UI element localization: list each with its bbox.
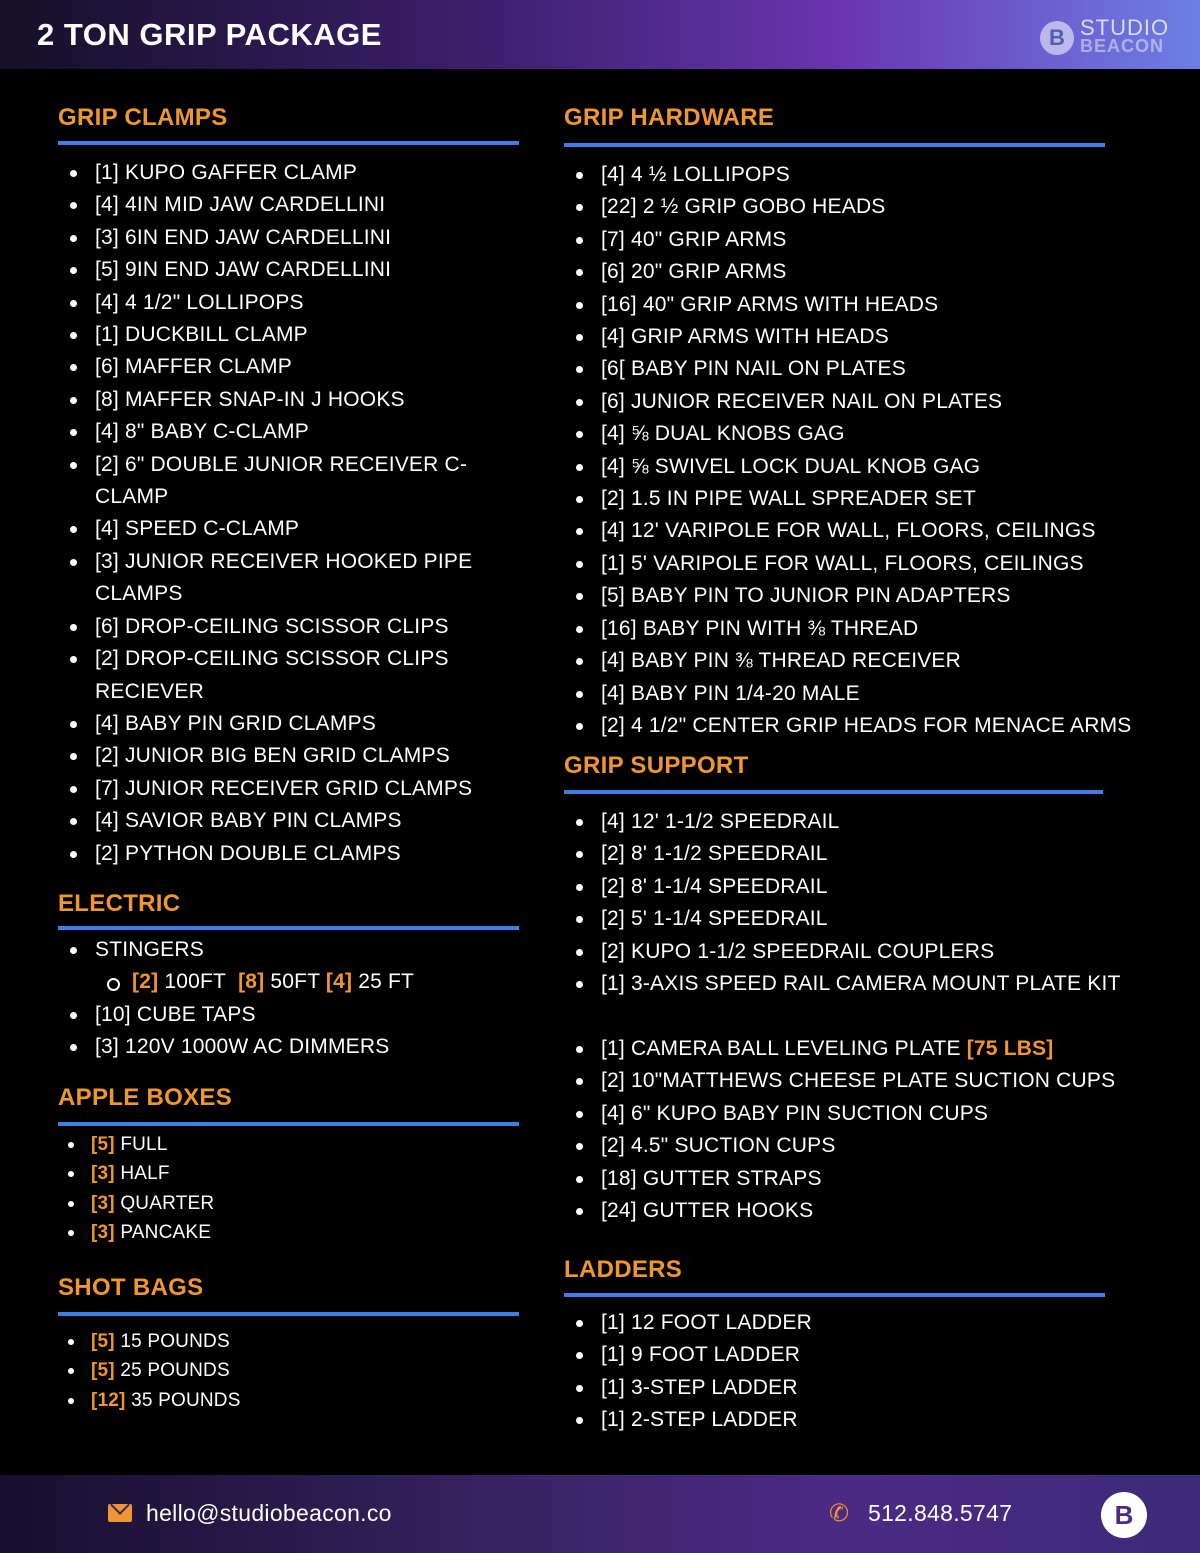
- list-item: [10] CUBE TAPS: [58, 999, 508, 1031]
- item-qty: [3]: [91, 1222, 115, 1244]
- list-item: [4] BABY PIN ⅜ THREAD RECEIVER: [564, 645, 1184, 677]
- apple-boxes-list: [58, 1130, 508, 1248]
- list-item: [3] 120V 1000W AC DIMMERS: [58, 1031, 508, 1063]
- item-label: FULL: [120, 1134, 168, 1155]
- header-bar: [0, 0, 1200, 69]
- section-divider: [58, 926, 519, 930]
- list-item: [3] 6IN END JAW CARDELLINI: [58, 222, 508, 254]
- list-item: [2] DROP-CEILING SCISSOR CLIPS RECIEVER: [58, 643, 508, 708]
- list-item: [6[ BABY PIN NAIL ON PLATES: [564, 353, 1184, 385]
- grip-hardware-list: [564, 159, 1184, 742]
- ladders-list: [564, 1307, 1184, 1437]
- list-item: [16] 40" GRIP ARMS WITH HEADS: [564, 289, 1184, 321]
- list-item: [58, 934, 508, 999]
- stingers-lengths: [95, 966, 508, 998]
- list-item: [4] 4IN MID JAW CARDELLINI: [58, 189, 508, 221]
- list-item: [16] BABY PIN WITH ⅜ THREAD: [564, 613, 1184, 645]
- list-item: [4] BABY PIN GRID CLAMPS: [58, 708, 508, 740]
- list-item: [4] GRIP ARMS WITH HEADS: [564, 321, 1184, 353]
- section-title-grip-support: GRIP SUPPORT: [564, 752, 749, 779]
- studio-beacon-logo: [1040, 15, 1170, 57]
- grip-support-list-continued: [564, 1033, 1184, 1227]
- list-item: [1] 3-STEP LADDER: [564, 1372, 1184, 1404]
- stinger-length: 100FT: [164, 970, 227, 994]
- list-item: [1] KUPO GAFFER CLAMP: [58, 157, 508, 189]
- list-item: [4] 4 ½ LOLLIPOPS: [564, 159, 1184, 191]
- item-qty: [3]: [91, 1192, 115, 1214]
- beacon-logo-icon: B: [1040, 21, 1074, 55]
- section-title-shot-bags: SHOT BAGS: [58, 1274, 204, 1301]
- list-item: [1] DUCKBILL CLAMP: [58, 319, 508, 351]
- envelope-icon: [108, 1504, 132, 1522]
- list-item: [5] 9IN END JAW CARDELLINI: [58, 254, 508, 286]
- list-item: [4] BABY PIN 1/4-20 MALE: [564, 678, 1184, 710]
- contact-phone[interactable]: 512.848.5747: [868, 1500, 1013, 1526]
- item-qty: [5]: [91, 1331, 115, 1352]
- list-item: [6] DROP-CEILING SCISSOR CLIPS: [58, 611, 508, 643]
- stinger-qty: [2]: [132, 970, 159, 994]
- list-item: [18] GUTTER STRAPS: [564, 1163, 1184, 1195]
- list-item: [58, 1356, 508, 1385]
- section-title-electric: ELECTRIC: [58, 890, 181, 917]
- item-label: [1] CAMERA BALL LEVELING PLATE: [601, 1037, 961, 1060]
- list-item: [1] 12 FOOT LADDER: [564, 1307, 1184, 1339]
- list-item: [58, 1327, 508, 1356]
- grip-clamps-list: [58, 157, 508, 870]
- list-item: [2] 8' 1-1/2 SPEEDRAIL: [564, 838, 1184, 870]
- list-item: [4] ⅝ DUAL KNOBS GAG: [564, 418, 1184, 450]
- item-weight: [75 LBS]: [966, 1037, 1054, 1060]
- item-label: 25 POUNDS: [120, 1360, 230, 1382]
- list-item: [2] 10"MATTHEWS CHEESE PLATE SUCTION CUPS: [564, 1065, 1184, 1097]
- section-divider: [58, 1312, 519, 1316]
- list-item: [58, 1130, 508, 1159]
- list-item: [58, 1218, 508, 1247]
- list-item: [6] JUNIOR RECEIVER NAIL ON PLATES: [564, 386, 1184, 418]
- section-divider: [564, 790, 1103, 794]
- list-item: [5] BABY PIN TO JUNIOR PIN ADAPTERS: [564, 580, 1184, 612]
- section-title-ladders: LADDERS: [564, 1256, 683, 1283]
- list-item: [4] 4 1/2" LOLLIPOPS: [58, 287, 508, 319]
- item-label: HALF: [120, 1163, 170, 1185]
- list-item: [2] KUPO 1-1/2 SPEEDRAIL COUPLERS: [564, 936, 1184, 968]
- section-divider: [564, 1293, 1105, 1297]
- list-item: [564, 1033, 1184, 1065]
- list-item: [1] 9 FOOT LADDER: [564, 1339, 1184, 1371]
- section-title-apple-boxes: APPLE BOXES: [58, 1084, 233, 1111]
- electric-list: [58, 934, 508, 1064]
- list-item: [58, 1189, 508, 1218]
- list-item: [24] GUTTER HOOKS: [564, 1195, 1184, 1227]
- footer-bar: [0, 1475, 1200, 1553]
- list-item: [58, 1159, 508, 1188]
- list-item: [1] 3-AXIS SPEED RAIL CAMERA MOUNT PLATE KIT: [564, 968, 1184, 1000]
- list-item: [2] JUNIOR BIG BEN GRID CLAMPS: [58, 740, 508, 772]
- section-divider: [58, 141, 519, 145]
- list-item: [1] 2-STEP LADDER: [564, 1404, 1184, 1436]
- stinger-qty: [4]: [325, 970, 353, 994]
- list-item: [4] 6" KUPO BABY PIN SUCTION CUPS: [564, 1098, 1184, 1130]
- stinger-length: 25 FT: [358, 970, 415, 994]
- list-item: [4] SAVIOR BABY PIN CLAMPS: [58, 805, 508, 837]
- beacon-badge-icon: B: [1101, 1492, 1147, 1538]
- item-qty: [5]: [91, 1360, 115, 1382]
- stinger-qty: [8]: [238, 970, 265, 994]
- section-divider: [58, 1122, 519, 1126]
- stingers-sublist: [95, 966, 508, 998]
- list-item: [8] MAFFER SNAP-IN J HOOKS: [58, 384, 508, 416]
- stingers-label: STINGERS: [95, 938, 204, 961]
- list-item: [58, 1386, 508, 1415]
- list-item: [4] 8" BABY C-CLAMP: [58, 416, 508, 448]
- section-title-grip-clamps: GRIP CLAMPS: [58, 104, 228, 131]
- phone-icon: ✆: [829, 1500, 850, 1527]
- list-item: [1] 5' VARIPOLE FOR WALL, FLOORS, CEILINGS: [564, 548, 1184, 580]
- contact-email[interactable]: hello@studiobeacon.co: [146, 1500, 392, 1526]
- section-divider: [564, 143, 1105, 147]
- list-item: [2] PYTHON DOUBLE CLAMPS: [58, 838, 508, 870]
- list-item: [2] 4.5" SUCTION CUPS: [564, 1130, 1184, 1162]
- stinger-length: 50FT: [270, 970, 320, 994]
- item-label: PANCAKE: [120, 1222, 212, 1244]
- list-item: [2] 6" DOUBLE JUNIOR RECEIVER C-CLAMP: [58, 449, 508, 514]
- grip-support-list: [564, 806, 1184, 1000]
- page-title: 2 TON GRIP PACKAGE: [37, 17, 382, 52]
- list-item: [6] 20" GRIP ARMS: [564, 256, 1184, 288]
- item-label: QUARTER: [120, 1192, 215, 1214]
- list-item: [2] 1.5 IN PIPE WALL SPREADER SET: [564, 483, 1184, 515]
- item-label: 15 POUNDS: [120, 1331, 230, 1352]
- item-qty: [3]: [91, 1163, 115, 1185]
- list-item: [7] 40" GRIP ARMS: [564, 224, 1184, 256]
- list-item: [22] 2 ½ GRIP GOBO HEADS: [564, 191, 1184, 223]
- list-item: [7] JUNIOR RECEIVER GRID CLAMPS: [58, 773, 508, 805]
- list-item: [2] 5' 1-1/4 SPEEDRAIL: [564, 903, 1184, 935]
- list-item: [2] 8' 1-1/4 SPEEDRAIL: [564, 871, 1184, 903]
- logo-text-beacon: BEACON: [1080, 36, 1165, 56]
- list-item: [3] JUNIOR RECEIVER HOOKED PIPE CLAMPS: [58, 546, 508, 611]
- list-item: [4] 12' 1-1/2 SPEEDRAIL: [564, 806, 1184, 838]
- list-item: [4] ⅝ SWIVEL LOCK DUAL KNOB GAG: [564, 451, 1184, 483]
- item-qty: [5]: [91, 1134, 115, 1155]
- shot-bags-list: [58, 1327, 508, 1415]
- list-item: [6] MAFFER CLAMP: [58, 351, 508, 383]
- item-qty: [12]: [91, 1389, 126, 1411]
- item-label: 35 POUNDS: [131, 1389, 241, 1411]
- list-item: [2] 4 1/2" CENTER GRIP HEADS FOR MENACE ARMS: [564, 710, 1184, 742]
- logo-text-studio: STUDIO: [1080, 15, 1170, 40]
- section-title-grip-hardware: GRIP HARDWARE: [564, 104, 775, 131]
- list-item: [4] 12' VARIPOLE FOR WALL, FLOORS, CEILINGS: [564, 515, 1184, 547]
- list-item: [4] SPEED C-CLAMP: [58, 513, 508, 545]
